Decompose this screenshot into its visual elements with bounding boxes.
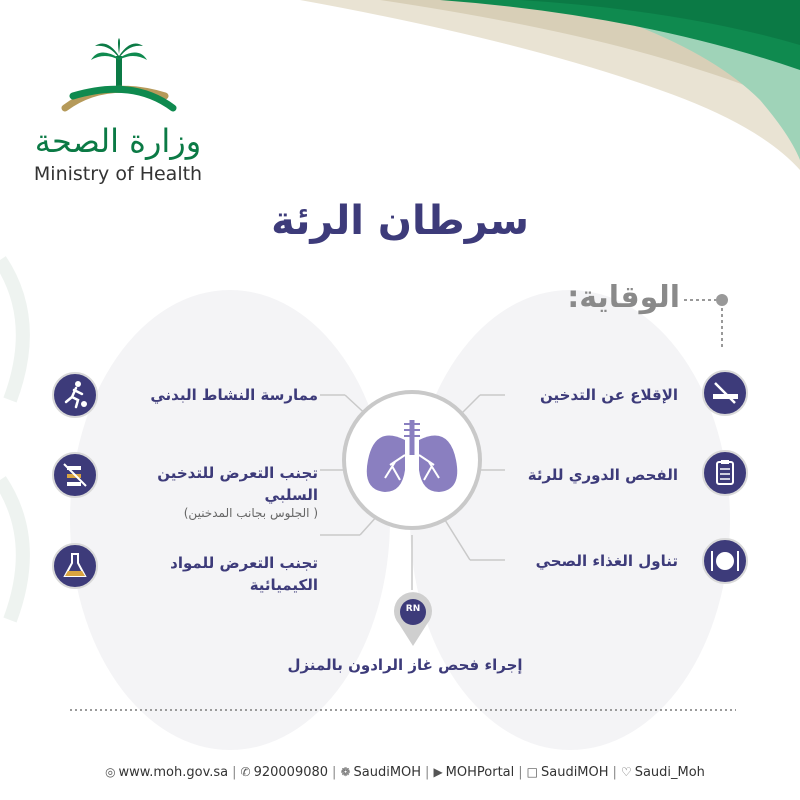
no-smoking-icon (702, 370, 748, 416)
radon-badge-text: RN (405, 604, 421, 614)
footer-facebook[interactable]: □ SaudiMOH (526, 764, 609, 780)
plate-icon (702, 538, 748, 584)
footer-youtube[interactable]: ▶ MOHPortal (433, 764, 515, 780)
logo-arabic-text: وزارة الصحة (34, 122, 202, 160)
item-passive-smoking-line2: السلبي (264, 486, 318, 504)
item-checkup: الفحص الدوري للرئة (527, 466, 678, 484)
item-passive-smoking-note: ( الجلوس بجانب المدخنين) (183, 506, 318, 520)
youtube-icon: ▶ (433, 765, 443, 779)
footer-separator: | (232, 764, 237, 780)
clipboard-icon (702, 450, 748, 496)
globe-icon: ◎ (105, 765, 116, 779)
item-radon-test: إجراء فحص غاز الرادون بالمنزل (287, 656, 523, 674)
footer-divider (70, 707, 736, 713)
footer-separator: | (425, 764, 430, 780)
snapchat-icon: ♡ (620, 765, 632, 779)
item-passive-smoking-line1: تجنب التعرض للتدخين (157, 464, 318, 482)
radon-pin-icon (390, 590, 436, 648)
footer-website[interactable]: ◎ www.moh.gov.sa (105, 764, 229, 780)
running-icon (52, 372, 98, 418)
section-subtitle: الوقاية: (567, 280, 680, 315)
footer-phone[interactable]: ✆ 920009080 (240, 764, 329, 780)
item-physical-activity: ممارسة النشاط البدني (150, 386, 318, 404)
footer-separator: | (518, 764, 523, 780)
twitter-icon: ❁ (340, 765, 351, 779)
footer-separator: | (612, 764, 617, 780)
item-chemicals-line1: تجنب التعرض للمواد (170, 554, 318, 572)
facebook-icon: □ (526, 765, 538, 779)
footer-snapchat[interactable]: ♡ Saudi_Moh (620, 764, 705, 780)
hub-circle (344, 392, 480, 528)
footer-twitter[interactable]: ❁ SaudiMOH (340, 764, 422, 780)
page-title: سرطان الرئة (271, 198, 529, 244)
flask-icon (52, 543, 98, 589)
footer-contacts (60, 760, 750, 784)
footer-separator: | (332, 764, 337, 780)
phone-icon: ✆ (240, 765, 251, 779)
item-quit-smoking: الإقلاع عن التدخين (540, 386, 678, 404)
logo-english-text: Ministry of Health (33, 163, 203, 185)
item-chemicals-line2: الكيميائية (249, 576, 318, 594)
item-healthy-food: تناول الغذاء الصحي (535, 552, 678, 570)
no-cigarette-icon (52, 452, 98, 498)
